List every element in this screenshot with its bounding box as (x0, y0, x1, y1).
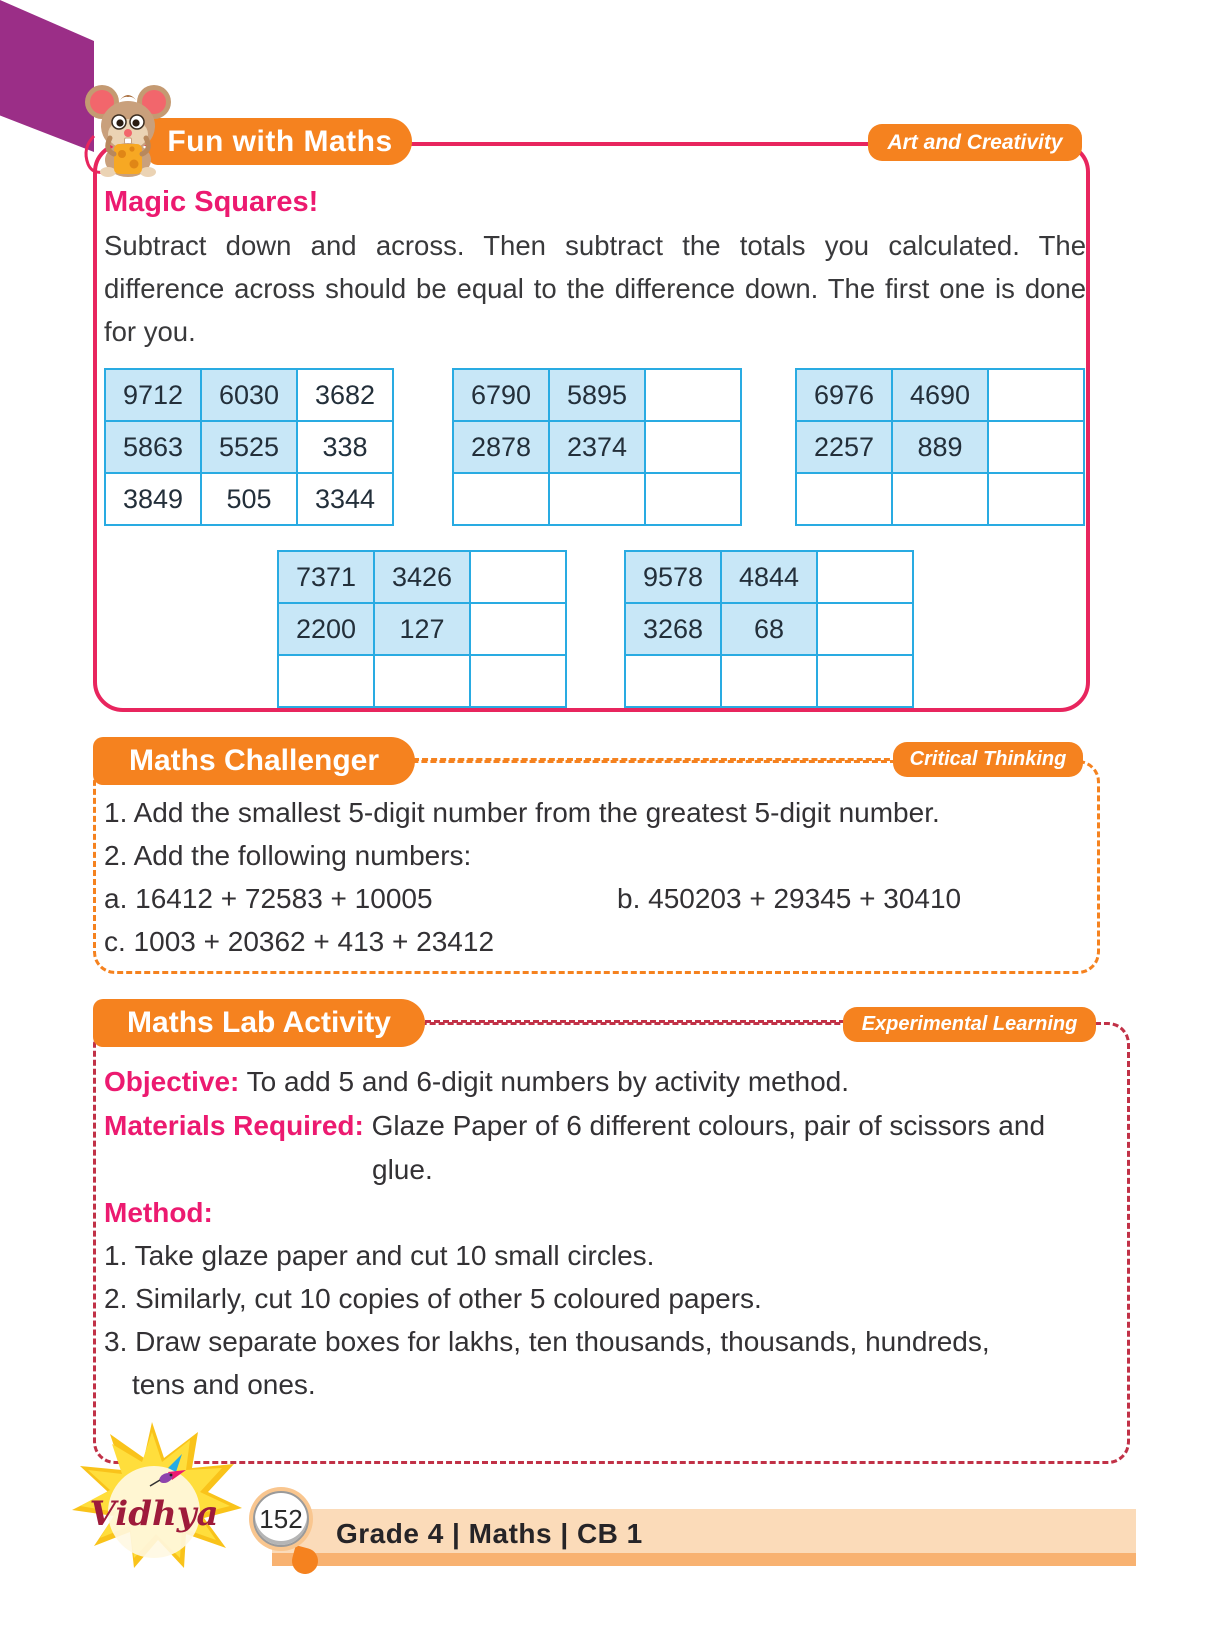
challenger-item-b: b. 450203 + 29345 + 30410 (617, 883, 962, 914)
experimental-learning-badge (843, 1007, 1096, 1042)
challenger-item-c: c. 1003 + 20362 + 413 + 23412 (104, 926, 495, 957)
tag-label: Experimental Learning (861, 1013, 1078, 1035)
magic-square-cell: 2878 (453, 421, 549, 473)
materials-line-continued: glue. (372, 1154, 433, 1185)
magic-square-row (105, 369, 393, 421)
magic-square-table-2 (452, 368, 742, 526)
magic-square-empty-cell (374, 655, 470, 707)
magic-square-empty-cell (796, 473, 892, 525)
magic-square-row (278, 655, 566, 707)
magic-square-empty-cell (278, 655, 374, 707)
magic-square-row (105, 421, 393, 473)
challenger-item-a: a. 16412 + 72583 + 10005 (104, 883, 433, 914)
magic-squares-instructions: Subtract down and across. Then subtract the totals you calculated. The difference across should be equal to the difference down. The first one is done for you. (104, 230, 1086, 347)
magic-square-row (105, 473, 393, 525)
page-number-badge (249, 1487, 313, 1551)
magic-square-cell: 5863 (105, 421, 201, 473)
maths-lab-title-badge (93, 999, 425, 1047)
magic-square-empty-cell (470, 603, 566, 655)
magic-square-empty-cell (645, 369, 741, 421)
maths-challenger-title-badge (93, 737, 415, 785)
magic-square-table-3 (795, 368, 1085, 526)
magic-square-row (278, 603, 566, 655)
magic-square-empty-cell (817, 551, 913, 603)
magic-square-cell: 4844 (721, 551, 817, 603)
magic-square-cell: 2257 (796, 421, 892, 473)
magic-square-table-4 (277, 550, 567, 708)
magic-square-empty-cell (453, 473, 549, 525)
magic-square-cell: 338 (297, 421, 393, 473)
magic-square-cell: 6790 (453, 369, 549, 421)
magic-square-row (453, 369, 741, 421)
magic-square-empty-cell (470, 551, 566, 603)
magic-square-row (453, 473, 741, 525)
magic-square-empty-cell (988, 369, 1084, 421)
challenger-item-1: 1. Add the smallest 5-digit number from the greatest 5-digit number. (104, 797, 940, 828)
objective-text: To add 5 and 6-digit numbers by activity method. (239, 1066, 849, 1097)
method-step-2: 2. Similarly, cut 10 copies of other 5 coloured papers. (104, 1283, 762, 1314)
fun-with-maths-title-badge (148, 118, 412, 165)
objective-line (104, 1066, 849, 1098)
magic-square-cell: 68 (721, 603, 817, 655)
vidhya-logo (64, 1420, 244, 1570)
magic-square-cell: 3426 (374, 551, 470, 603)
magic-square-cell: 3344 (297, 473, 393, 525)
challenger-item-2: 2. Add the following numbers: (104, 840, 472, 871)
magic-square-cell: 2200 (278, 603, 374, 655)
magic-square-cell: 6976 (796, 369, 892, 421)
magic-squares-heading: Magic Squares! (104, 186, 319, 218)
magic-square-cell: 9712 (105, 369, 201, 421)
art-and-creativity-badge (868, 124, 1082, 161)
footer-breadcrumb: Grade 4 | Maths | CB 1 (336, 1518, 643, 1549)
magic-square-cell: 7371 (278, 551, 374, 603)
method-step-3: 3. Draw separate boxes for lakhs, ten thousands, thousands, hundreds, (104, 1326, 990, 1357)
materials-text: Glaze Paper of 6 different colours, pair of scissors and (363, 1110, 1046, 1141)
magic-square-row (625, 551, 913, 603)
magic-square-table-5 (624, 550, 914, 708)
magic-square-row (453, 421, 741, 473)
method-step-1: 1. Take glaze paper and cut 10 small circles. (104, 1240, 655, 1271)
section-title: Maths Lab Activity (127, 1006, 391, 1039)
magic-square-cell: 505 (201, 473, 297, 525)
magic-square-cell: 127 (374, 603, 470, 655)
magic-square-row (278, 551, 566, 603)
magic-square-row (796, 473, 1084, 525)
critical-thinking-badge (893, 742, 1083, 777)
magic-square-cell: 4690 (892, 369, 988, 421)
method-label: Method: (104, 1197, 213, 1228)
dashed-connector (413, 758, 899, 761)
magic-square-empty-cell (988, 421, 1084, 473)
dashed-connector (425, 1020, 845, 1023)
magic-square-cell: 3849 (105, 473, 201, 525)
method-step-3-continued: tens and ones. (132, 1369, 316, 1400)
magic-square-row (625, 603, 913, 655)
magic-square-cell: 2374 (549, 421, 645, 473)
footer-bar-shadow-strip (272, 1553, 1136, 1566)
objective-label: Objective: (104, 1066, 240, 1097)
magic-square-cell: 3268 (625, 603, 721, 655)
page-number: 152 (259, 1503, 303, 1534)
materials-label: Materials Required: (104, 1110, 364, 1141)
logo-text: Vidhya (89, 1494, 219, 1534)
magic-square-row (796, 369, 1084, 421)
materials-line (104, 1110, 1045, 1142)
tag-label: Critical Thinking (909, 748, 1067, 770)
magic-square-cell: 3682 (297, 369, 393, 421)
magic-square-cell: 889 (892, 421, 988, 473)
magic-square-table-1 (104, 368, 394, 526)
magic-square-cell: 6030 (201, 369, 297, 421)
magic-square-cell: 5525 (201, 421, 297, 473)
tag-label: Art and Creativity (887, 130, 1063, 154)
magic-square-empty-cell (645, 421, 741, 473)
magic-square-empty-cell (470, 655, 566, 707)
magic-square-empty-cell (988, 473, 1084, 525)
section-title: Fun with Maths (167, 124, 393, 158)
magic-square-empty-cell (645, 473, 741, 525)
magic-square-empty-cell (817, 655, 913, 707)
magic-square-empty-cell (625, 655, 721, 707)
mouse-mascot-icon (80, 76, 176, 178)
magic-square-empty-cell (892, 473, 988, 525)
magic-square-cell: 5895 (549, 369, 645, 421)
magic-square-empty-cell (817, 603, 913, 655)
magic-square-empty-cell (721, 655, 817, 707)
magic-square-row (796, 421, 1084, 473)
magic-square-empty-cell (549, 473, 645, 525)
magic-square-cell: 9578 (625, 551, 721, 603)
section-title: Maths Challenger (128, 744, 380, 777)
magic-square-row (625, 655, 913, 707)
